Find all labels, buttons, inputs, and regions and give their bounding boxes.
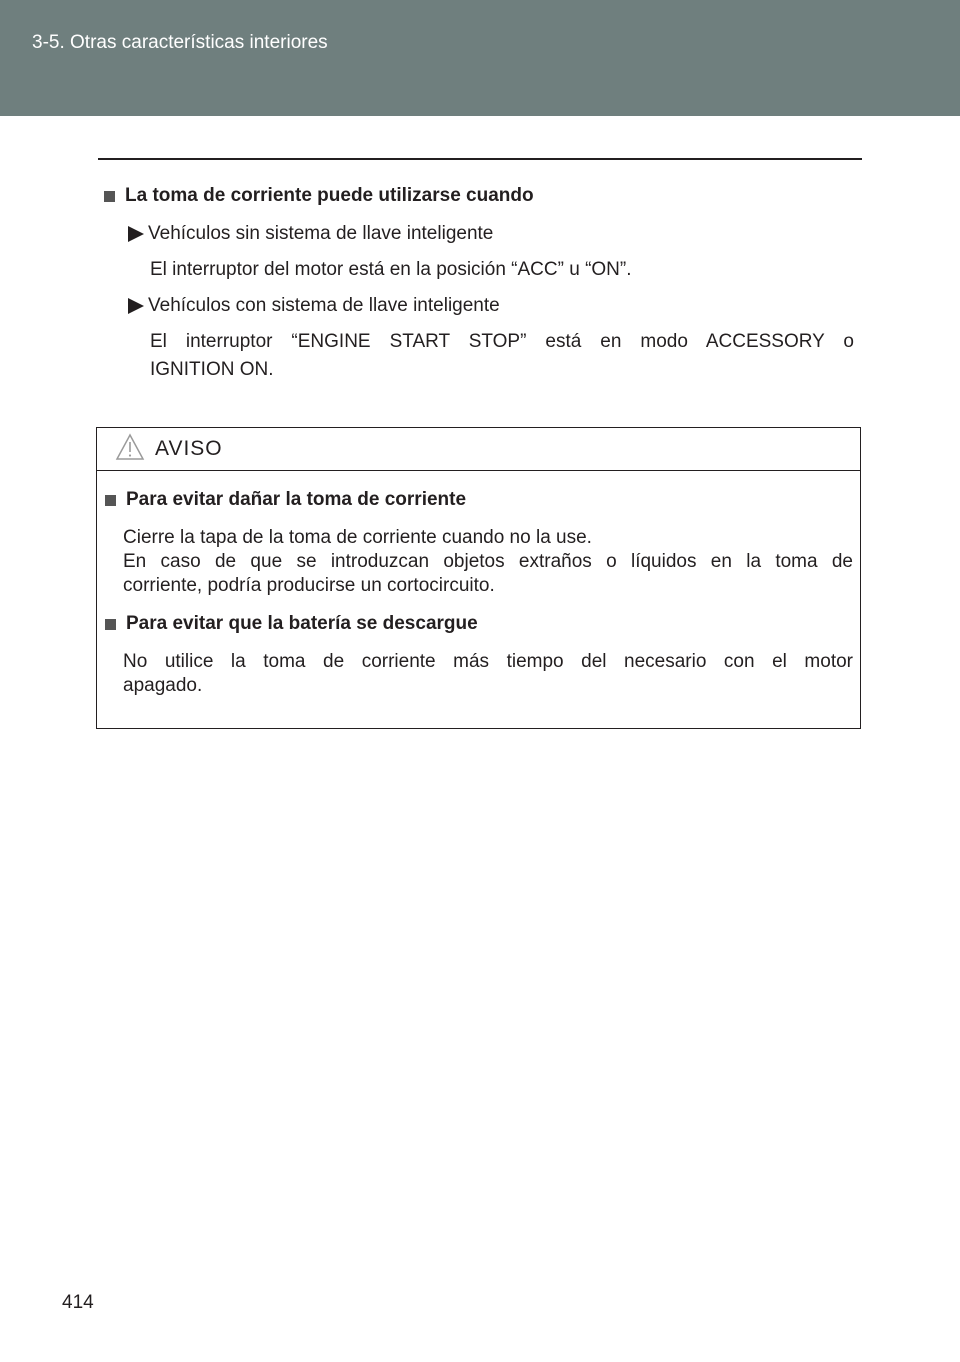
square-bullet-icon	[104, 191, 115, 202]
square-bullet-icon	[105, 495, 116, 506]
divider	[98, 158, 862, 160]
page-number: 414	[62, 1292, 94, 1313]
triangle-bullet-icon	[128, 298, 144, 314]
warning-text: No utilice la toma de corriente más tiempo del necesario con el motor apagado.	[123, 651, 853, 696]
section-title: 3-5. Otras características interiores	[32, 32, 328, 53]
warning-heading: Para evitar dañar la toma de corriente	[105, 488, 853, 512]
usage-heading: La toma de corriente puede utilizarse cuando	[104, 184, 854, 208]
warning-heading: Para evitar que la batería se descargue	[105, 612, 853, 636]
item-text: El interruptor del motor está en la posición “ACC” u “ON”.	[150, 259, 632, 280]
item-text: El interruptor “ENGINE START STOP” está en modo ACCESSORY o IGNITION ON.	[150, 331, 854, 380]
item-label: Vehículos sin sistema de llave inteligente	[128, 222, 854, 246]
warning-label: AVISO	[155, 437, 223, 460]
square-bullet-icon	[105, 619, 116, 630]
warning-text: Cierre la tapa de la toma de corriente cuando no la use. En caso de que se introduzcan objetos extraños o líquidos en la toma de corriente, podría producirse un cortocircuito.	[123, 527, 853, 596]
warning-header	[97, 428, 860, 471]
triangle-bullet-icon	[128, 226, 144, 242]
warning-box	[96, 427, 861, 729]
header-bar	[0, 0, 960, 116]
usage-section	[104, 184, 854, 384]
item-label: Vehículos con sistema de llave inteligente	[128, 294, 854, 318]
warning-triangle-icon	[115, 433, 145, 461]
warning-body	[105, 488, 853, 698]
